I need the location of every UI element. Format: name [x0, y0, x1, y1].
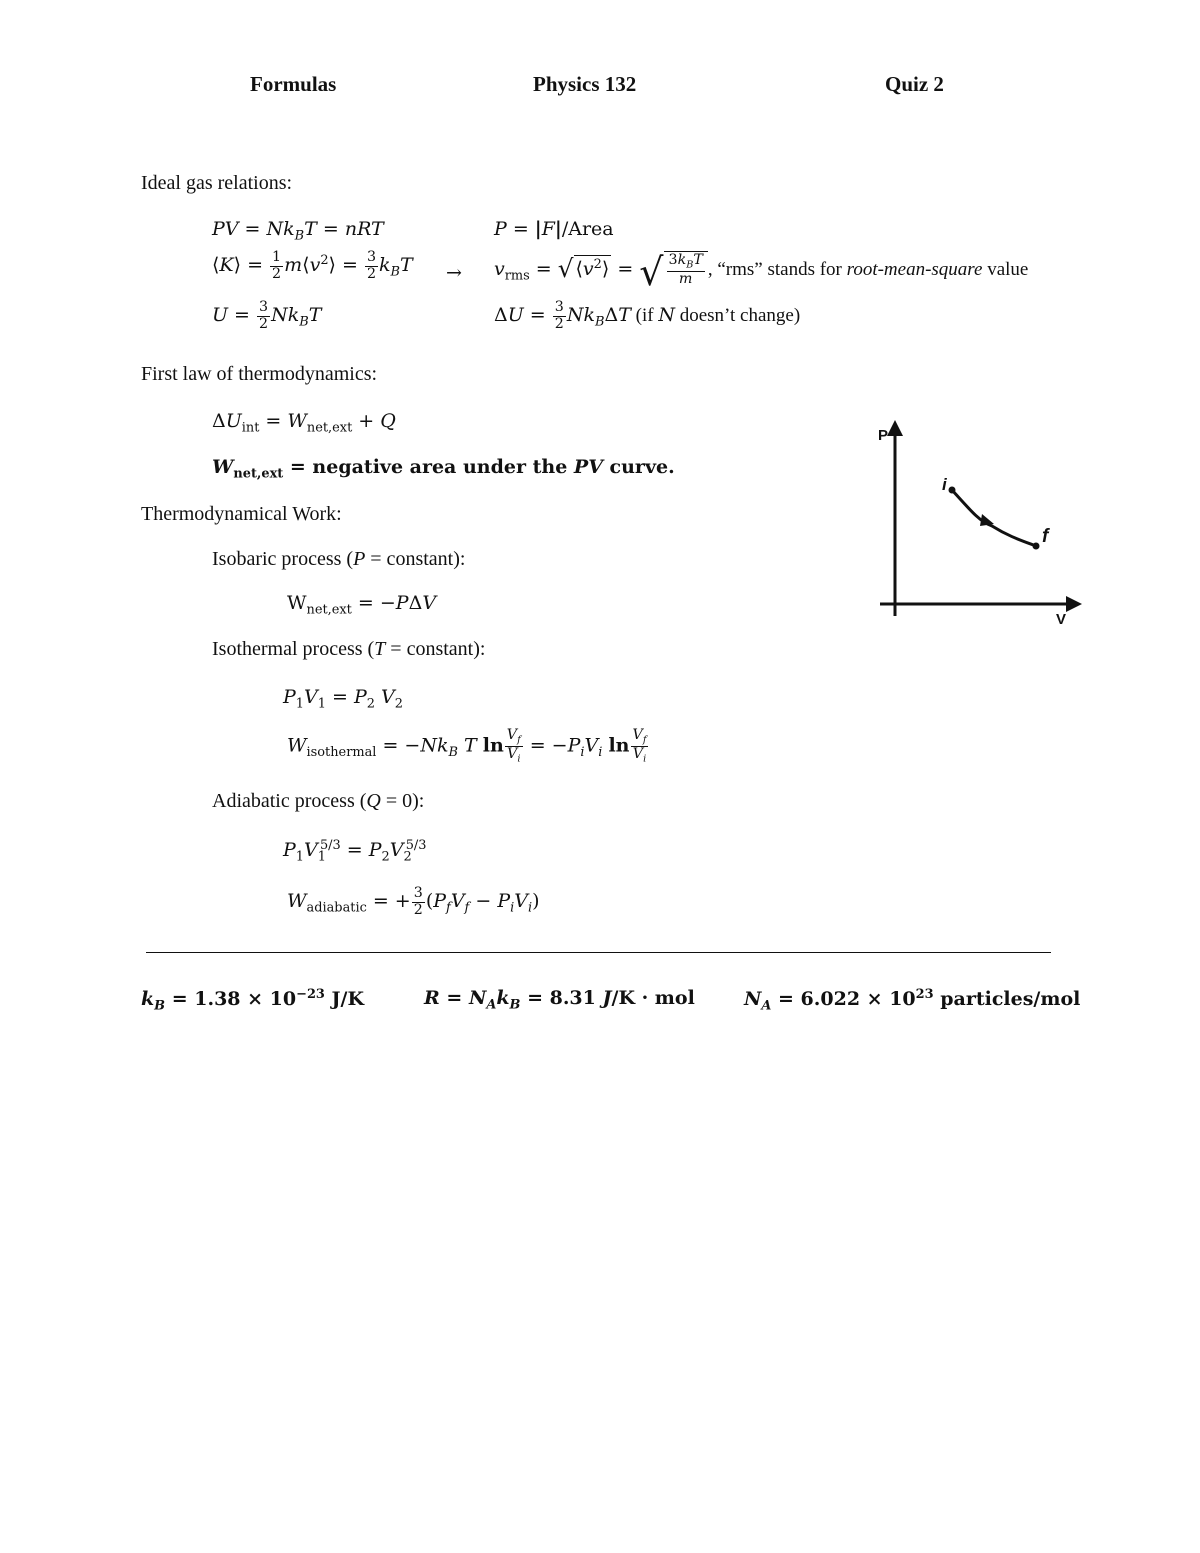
na-unit: particles/mol: [933, 988, 1081, 1011]
eq-internal-energy: U = $\frac{3}{2}$ $Nk_BT$: [212, 299, 322, 332]
eq-boyle: $P_1V_1 = P_2$ $V_2$: [283, 686, 403, 712]
isothermal-subscript: isothermal: [306, 745, 377, 761]
y-axis-label: P: [878, 427, 889, 444]
constant-text: = constant):: [365, 548, 466, 570]
eq-ideal-gas-law: PV = $Nk_BT$ = nRT: [212, 218, 384, 244]
rms-note-prefix: , “rms” stands for: [707, 259, 847, 280]
final-state-label: f: [1042, 526, 1049, 547]
doesnt-change-text: doesn’t change): [674, 305, 801, 327]
initial-state-label: i: [942, 475, 947, 494]
eq-v-rms: $v_{rms}$ = √ $⟨v^2⟩$ = √ $\frac{3k_BT}{m}$ , “rms” stands for root-mean-square value: [494, 250, 1029, 294]
kb-unit: J/K: [324, 988, 364, 1011]
section-ideal-gas: Ideal gas relations:: [141, 172, 293, 194]
zero-text: = 0):: [380, 790, 425, 812]
eq-kinetic-energy: ⟨K⟩ = $\frac{1}{2}$ $m⟨v^2⟩$ = $\frac{3}{2}$ $k_BT$: [212, 249, 413, 282]
kb-exponent: −23: [296, 987, 325, 1002]
eq-work-area: $W_{net,ext}$ = negative area under the PV curve.: [212, 456, 675, 482]
netext-subscript: net,ext: [306, 602, 352, 618]
process-curve: [952, 490, 1036, 546]
area-label: /Area: [561, 218, 614, 240]
isobaric-label: Isobaric process (P = constant):: [212, 548, 466, 570]
r-unit: /K · mol: [611, 987, 695, 1009]
adiabatic-subscript: adiabatic: [306, 900, 367, 916]
section-thermo-work: Thermodynamical Work:: [141, 503, 342, 525]
eq-isobaric-work: $W_{net,ext} = -P\Delta V$: [287, 592, 437, 618]
eq-adiabatic-relation: $P_1V_1^{5/3} = P_2V_2^{5/3}$: [283, 838, 427, 865]
constant-text: = constant):: [385, 638, 486, 660]
if-n-text: (if: [630, 305, 659, 327]
rms-subscript: rms: [504, 268, 530, 284]
x-axis-label: V: [1056, 611, 1067, 628]
curve-text: curve.: [602, 456, 675, 478]
eq-first-law: $\Delta U_{int} = W_{net,ext} + Q$: [212, 410, 396, 436]
y-axis: [887, 420, 903, 616]
isobaric-text: Isobaric process (: [212, 548, 354, 570]
initial-state-point: [949, 487, 956, 494]
arrow: →: [446, 262, 462, 284]
header-formulas: Formulas: [250, 72, 337, 96]
header-quiz: Quiz 2: [885, 72, 944, 96]
rms-note-italic: root-mean-square: [846, 259, 983, 280]
int-subscript: int: [241, 420, 260, 436]
section-first-law: First law of thermodynamics:: [141, 363, 378, 385]
final-state-point: [1033, 543, 1040, 550]
const-avogadro: $N_A = 6.022 \times 10^{23}$ particles/mol: [744, 987, 1081, 1014]
netext-subscript: net,ext: [233, 466, 284, 482]
x-axis: [880, 596, 1082, 612]
const-gas-constant: $R = N_Ak_B = 8.31$ J/K · mol: [424, 987, 695, 1013]
rms-note-suffix: value: [982, 259, 1029, 280]
direction-arrow: [980, 514, 994, 526]
adiabatic-text: Adiabatic process (: [212, 790, 367, 812]
netext-subscript: net,ext: [306, 420, 353, 436]
header-course: Physics 132: [533, 72, 637, 96]
na-value: = 6.022 × 10: [778, 988, 916, 1011]
adiabatic-label: Adiabatic process (Q = 0):: [212, 790, 425, 812]
const-boltzmann: $k_B = 1.38 \times 10^{-23}$ J/K: [141, 987, 364, 1014]
na-exponent: 23: [915, 987, 934, 1002]
pv-diagram: [870, 410, 1100, 650]
kb-value: = 1.38 × 10: [171, 988, 297, 1011]
isothermal-text: Isothermal process (: [212, 638, 375, 660]
r-value: = 8.31: [527, 987, 603, 1009]
divider-line: [146, 952, 1051, 953]
eq-isothermal-work: $W_{isothermal} = -Nk_B$ T ln $\frac{V_f}{V_i}$ = $-P_iV_i$ ln $\frac{V_f}{V_i}$: [287, 727, 647, 765]
neg-area-text: = negative area under the: [283, 456, 574, 478]
eq-pressure: P = |F|/Area: [494, 218, 614, 240]
eq-delta-u: ΔU = $\frac{3}{2}$ $Nk_B\Delta T$ (if N doesn’t change): [494, 299, 801, 332]
eq-adiabatic-work: $W_{adiabatic}$ = + $\frac{3}{2}$ $(P_fV_f - P_iV_i)$: [287, 885, 540, 918]
isothermal-label: Isothermal process (T = constant):: [212, 638, 486, 660]
